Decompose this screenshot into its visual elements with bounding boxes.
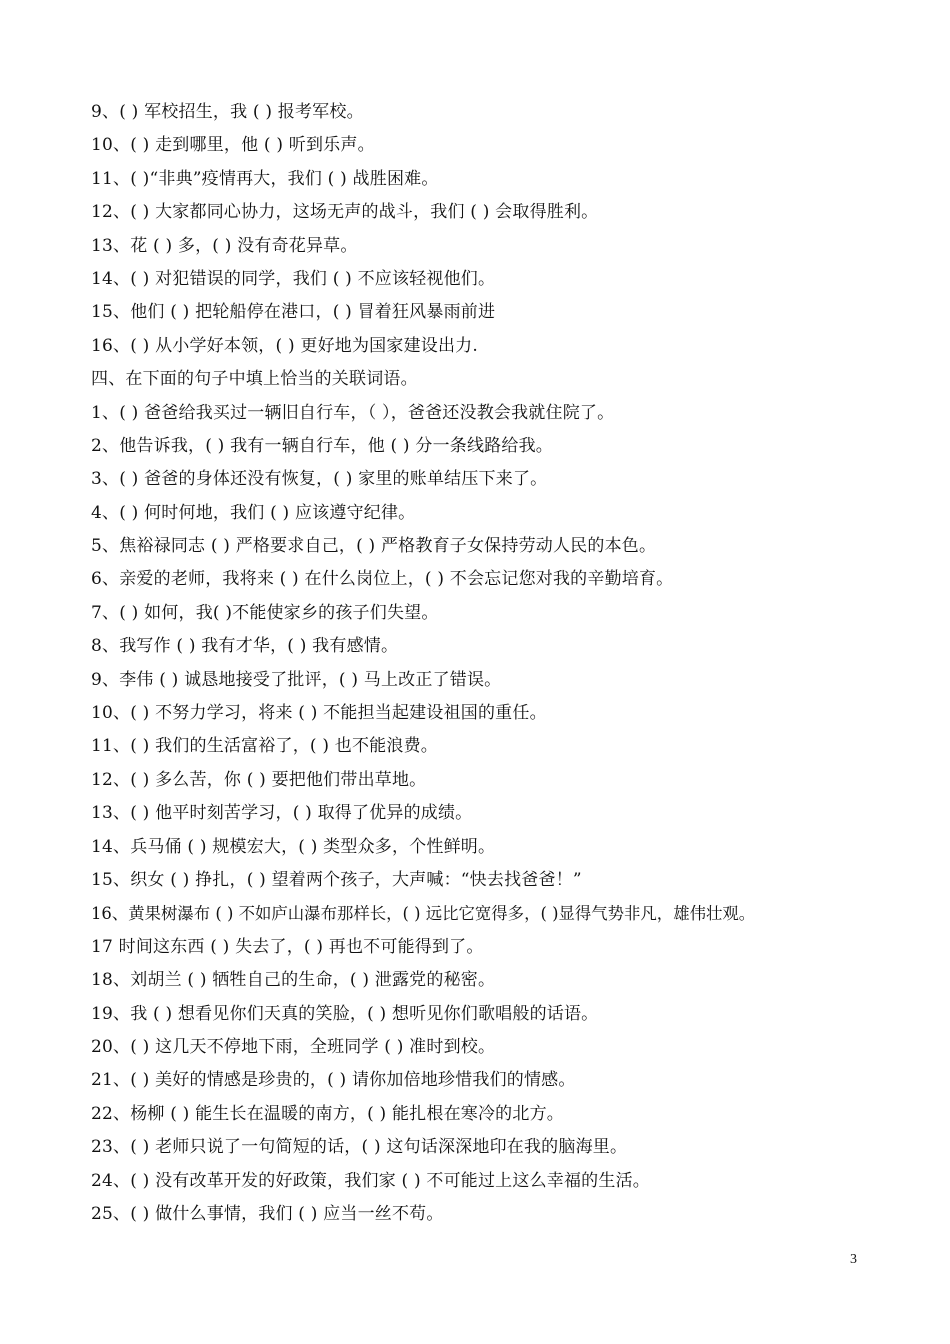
exercise-content xyxy=(91,96,921,1231)
section-heading: 四、在下面的句子中填上恰当的关联词语。 xyxy=(91,369,418,390)
exercise-line: 9、( ) 军校招生，我 ( ) 报考军校。 xyxy=(91,102,364,122)
exercise-line: 10、( ) 不努力学习，将来 ( ) 不能担当起建设祖国的重任。 xyxy=(91,703,547,724)
exercise-line: 8、我写作 ( ) 我有才华，( ) 我有感情。 xyxy=(91,636,399,657)
exercise-line: 25、( ) 做什么事情，我们 ( ) 应当一丝不苟。 xyxy=(91,1203,444,1224)
exercise-line: 4、( ) 何时何地，我们 ( ) 应该遵守纪律。 xyxy=(91,502,416,523)
exercise-line: 23、( ) 老师只说了一句简短的话，( ) 这句话深深地印在我的脑海里。 xyxy=(91,1137,628,1158)
exercise-line: 10、( ) 走到哪里，他 ( ) 听到乐声。 xyxy=(91,135,375,156)
exercise-line: 22、杨柳 ( ) 能生长在温暖的南方，( ) 能扎根在寒冷的北方。 xyxy=(91,1103,564,1124)
exercise-line: 7、( ) 如何，我( )不能使家乡的孩子们失望。 xyxy=(91,602,439,623)
exercise-line: 18、刘胡兰 ( ) 牺牲自己的生命，( ) 泄露党的秘密。 xyxy=(91,970,496,991)
exercise-line: 19、我 ( ) 想看见你们天真的笑脸，( ) 想听见你们歌唱般的话语。 xyxy=(91,1003,599,1024)
exercise-line: 24、( ) 没有改革开发的好政策，我们家 ( ) 不可能过上这么幸福的生活。 xyxy=(91,1170,650,1191)
exercise-line: 15、织女 ( ) 挣扎，( ) 望着两个孩子，大声喊：“快去找爸爸！” xyxy=(91,869,582,890)
exercise-line: 12、( ) 多么苦，你 ( ) 要把他们带出草地。 xyxy=(91,769,427,790)
exercise-line: 6、亲爱的老师，我将来 ( ) 在什么岗位上，( ) 不会忘记您对我的辛勤培育。 xyxy=(91,569,674,590)
exercise-line: 2、他告诉我，( ) 我有一辆自行车，他 ( ) 分一条线路给我。 xyxy=(91,435,553,456)
exercise-line: 21、( ) 美好的情感是珍贵的，( ) 请你加倍地珍惜我们的情感。 xyxy=(91,1070,576,1091)
exercise-line: 14、( ) 对犯错误的同学，我们 ( ) 不应该轻视他们。 xyxy=(91,268,496,289)
exercise-line: 20、( ) 这几天不停地下雨，全班同学 ( ) 准时到校。 xyxy=(91,1036,496,1057)
exercise-line: 12、( ) 大家都同心协力，这场无声的战斗，我们 ( ) 会取得胜利。 xyxy=(91,202,599,223)
exercise-line: 11、( )“非典”疫情再大，我们 ( ) 战胜困难。 xyxy=(91,168,439,189)
exercise-line: 13、花 ( ) 多，( ) 没有奇花异草。 xyxy=(91,235,358,256)
exercise-line: 17 时间这东西 ( ) 失去了，( ) 再也不可能得到了。 xyxy=(91,936,484,957)
exercise-line: 13、( ) 他平时刻苦学习，( ) 取得了优异的成绩。 xyxy=(91,803,473,824)
exercise-line: 11、( ) 我们的生活富裕了，( ) 也不能浪费。 xyxy=(91,736,438,757)
exercise-line: 14、兵马俑 ( ) 规模宏大，( ) 类型众多，个性鲜明。 xyxy=(91,836,496,857)
exercise-line: 1、( ) 爸爸给我买过一辆旧自行车，（ ），爸爸还没教会我就住院了。 xyxy=(91,402,615,423)
exercise-line: 5、焦裕禄同志 ( ) 严格要求自己，( ) 严格教育子女保持劳动人民的本色。 xyxy=(91,536,657,557)
exercise-line: 15、他们 ( ) 把轮船停在港口，( ) 冒着狂风暴雨前进 xyxy=(91,302,496,323)
exercise-line: 16、黄果树瀑布 ( ) 不如庐山瀑布那样长，( ) 远比它宽得多，( )显得气势非凡，雄伟壮观。 xyxy=(91,904,756,924)
exercise-line: 9、李伟 ( ) 诚恳地接受了批评，( ) 马上改正了错误。 xyxy=(91,669,502,690)
exercise-line: 16、( ) 从小学好本领，( ) 更好地为国家建设出力. xyxy=(91,335,478,356)
exercise-line: 3、( ) 爸爸的身体还没有恢复，( ) 家里的账单结压下来了。 xyxy=(91,469,548,490)
page-number: 3 xyxy=(850,1252,857,1267)
